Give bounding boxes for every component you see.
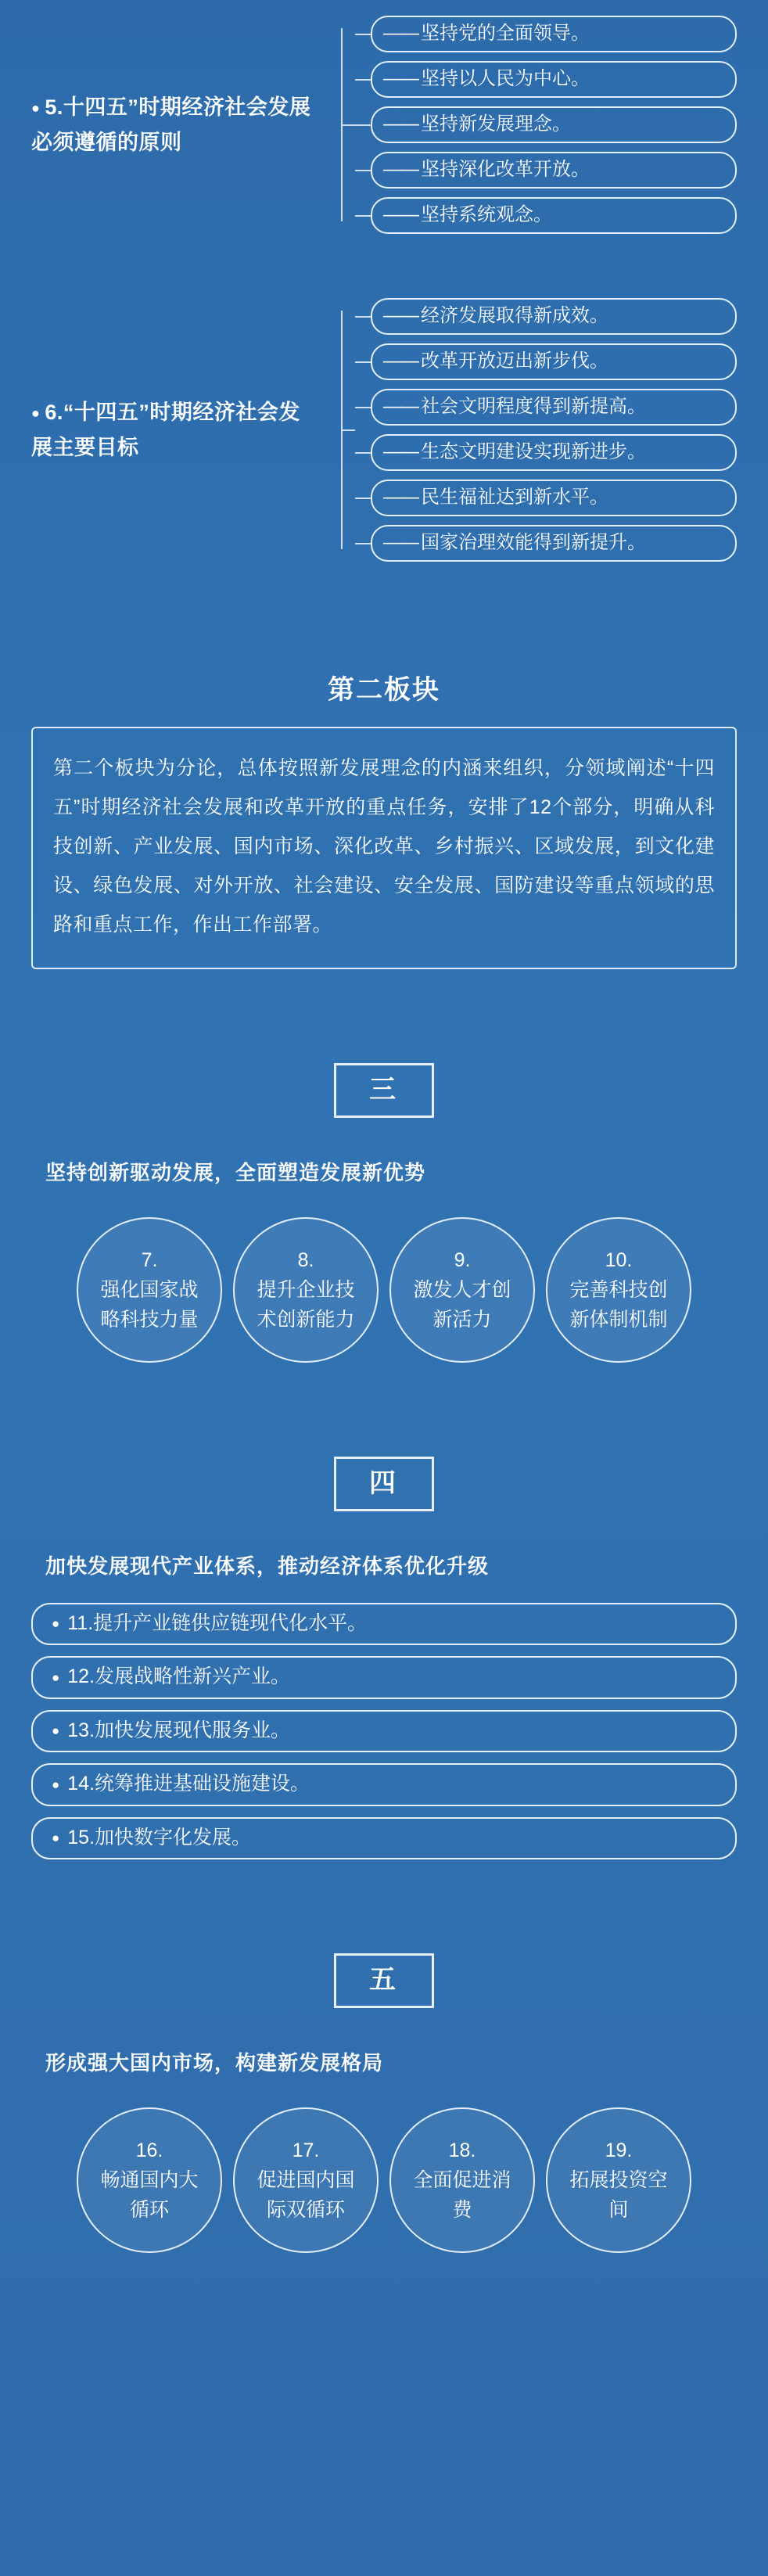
circle-number: 7. <box>141 1249 158 1271</box>
bullet-icon: ● <box>31 100 41 117</box>
leaf-pill[interactable] <box>371 16 737 52</box>
tree-label-item-5 <box>31 90 328 160</box>
leaf-pill-label: 坚持新发展理念。 <box>421 113 571 135</box>
circle-item[interactable] <box>546 1217 691 1363</box>
bullet-label: 11.提升产业链供应链现代化水平。 <box>67 1612 368 1634</box>
leaf-connector-line <box>355 34 371 35</box>
bullet-icon: ● <box>52 1669 60 1685</box>
leaf-pill[interactable] <box>371 197 737 234</box>
circle-item[interactable] <box>77 2107 222 2253</box>
leaf-connector-line <box>355 124 371 126</box>
bullet-icon: ● <box>52 1616 60 1632</box>
circle-label: 畅通国内大循环 <box>100 2168 199 2221</box>
spacer <box>0 1186 768 1217</box>
bullet-item[interactable] <box>31 1763 737 1805</box>
tree-label-item-6 <box>31 395 328 465</box>
brace-connector <box>328 293 355 566</box>
tree-leaf-row <box>355 298 737 335</box>
bullet-icon: ● <box>31 405 41 422</box>
dash-icon: —— <box>383 305 418 326</box>
bullet-label: 12.发展战略性新兴产业。 <box>67 1665 291 1688</box>
tree-leaf-row <box>355 152 737 189</box>
board-title: 第二板块 <box>328 675 440 705</box>
leaf-pill-label: 改革开放迈出新步伐。 <box>421 350 608 372</box>
circle-number: 8. <box>297 1249 314 1271</box>
tree-leaf-row <box>355 197 737 234</box>
tree-leaf-row <box>355 434 737 471</box>
spacer <box>0 1859 768 1930</box>
spacer <box>0 637 768 668</box>
bullet-icon: ● <box>52 1830 60 1845</box>
leaf-pill-label: 国家治理效能得到新提升。 <box>421 532 646 553</box>
section-heading-five: 形成强大国内市场，构建新发展格局 <box>45 2050 384 2075</box>
leaf-connector-line <box>355 498 371 499</box>
leaf-pill[interactable] <box>371 525 737 562</box>
circle-number: 9. <box>454 1249 471 1271</box>
brace-connector <box>328 11 355 239</box>
circle-number: 19. <box>605 2139 633 2161</box>
circle-item[interactable] <box>546 2107 691 2253</box>
tree-label-text: 5.十四五”时期经济社会发展必须遵循的原则 <box>31 95 311 155</box>
bullet-item[interactable] <box>31 1817 737 1859</box>
circle-item[interactable] <box>233 1217 379 1363</box>
spacer <box>0 566 768 637</box>
leaf-connector-line <box>355 79 371 81</box>
circle-number: 16. <box>135 2139 163 2161</box>
tree-leaf-row <box>355 480 737 516</box>
bullet-label: 14.统筹推进基础设施建设。 <box>67 1773 310 1795</box>
tree-leaf-row <box>355 106 737 143</box>
section-number-wrap-three <box>0 1063 768 1118</box>
dash-icon: —— <box>383 487 418 508</box>
dash-icon: —— <box>383 350 418 372</box>
leaf-pill-label: 民生福祉达到新水平。 <box>421 487 608 508</box>
tree-leaf-row <box>355 61 737 98</box>
dash-icon: —— <box>383 204 418 225</box>
circle-item[interactable] <box>77 1217 222 1363</box>
spacer <box>0 1579 768 1603</box>
spacer <box>0 2076 768 2107</box>
bullet-label: 13.加快发展现代服务业。 <box>67 1719 291 1741</box>
leaf-pill-label: 坚持以人民为中心。 <box>421 68 590 89</box>
leaf-connector-line <box>355 316 371 318</box>
bullet-list-four <box>0 1603 768 1859</box>
spacer <box>0 0 768 11</box>
circle-number: 17. <box>292 2139 320 2161</box>
circle-row-three <box>0 1217 768 1363</box>
circle-label: 促进国内国际双循环 <box>257 2168 355 2221</box>
spacer <box>0 1040 768 1063</box>
leaf-connector-line <box>355 452 371 454</box>
spacer <box>0 1118 768 1157</box>
section-number-wrap-four <box>0 1457 768 1511</box>
leaf-pill-label: 坚持系统观念。 <box>421 204 552 225</box>
leaf-pill[interactable] <box>371 389 737 426</box>
section-number-wrap-five <box>0 1953 768 2008</box>
circle-item[interactable] <box>389 1217 535 1363</box>
leaf-connector-line <box>355 215 371 217</box>
section-heading-three: 坚持创新驱动发展，全面塑造发展新优势 <box>45 1161 426 1184</box>
spacer <box>0 1363 768 1433</box>
circle-label: 完善科技创新体制机制 <box>569 1279 668 1331</box>
tree-section-item-6 <box>0 293 768 566</box>
section-number-three: 三 <box>334 1063 434 1118</box>
dash-icon: —— <box>383 113 418 135</box>
circle-label: 拓展投资空间 <box>569 2168 668 2221</box>
circle-number: 10. <box>605 1249 633 1271</box>
leaf-pill-label: 生态文明建设实现新进步。 <box>421 441 646 462</box>
leaf-connector-line <box>355 170 371 171</box>
circle-label: 全面促进消费 <box>413 2168 511 2221</box>
spacer <box>0 2253 768 2284</box>
leaf-connector-line <box>355 407 371 408</box>
circle-row-five <box>0 2107 768 2253</box>
dash-icon: —— <box>383 441 418 462</box>
dash-icon: —— <box>383 532 418 553</box>
circle-label: 提升企业技术创新能力 <box>257 1279 355 1331</box>
dash-icon: —— <box>383 23 418 44</box>
bullet-icon: ● <box>52 1723 60 1739</box>
leaf-connector-line <box>355 361 371 363</box>
board-paragraph-text: 第二个板块为分论，总体按照新发展理念的内涵来组织，分领域阐述“十四五”时期经济社会发展和改革开放的重点任务，安排了12个部分，明确从科技创新、产业发展、国内市场、深化改革、乡村振兴、区域发展，到文化建设、绿色发展、对外开放、社会建设、安全发展、国防建设等重点领域的思路和重点工作，作出工作部署。 <box>53 757 715 936</box>
leaf-pill-label: 坚持党的全面领导。 <box>421 23 590 44</box>
circle-label: 激发人才创新活力 <box>413 1279 511 1331</box>
bullet-item[interactable] <box>31 1656 737 1698</box>
circle-item[interactable] <box>389 2107 535 2253</box>
leaf-pill[interactable] <box>371 61 737 98</box>
bullet-item[interactable] <box>31 1710 737 1752</box>
tree-leaf-row <box>355 525 737 562</box>
spacer <box>0 1433 768 1457</box>
tree-leaves-item-5 <box>355 11 737 239</box>
tree-leaf-row <box>355 389 737 426</box>
spacer <box>0 1930 768 1953</box>
leaf-pill-label: 经济发展取得新成效。 <box>421 305 608 326</box>
leaf-pill[interactable] <box>371 434 737 471</box>
section-number-four: 四 <box>334 1457 434 1511</box>
spacer <box>0 239 768 293</box>
circle-label: 强化国家战略科技力量 <box>100 1279 199 1331</box>
bullet-item[interactable] <box>31 1603 737 1645</box>
leaf-pill[interactable] <box>371 343 737 380</box>
leaf-pill-label: 社会文明程度得到新提高。 <box>421 396 646 417</box>
tree-leaf-row <box>355 343 737 380</box>
leaf-pill[interactable] <box>371 480 737 516</box>
bullet-label: 15.加快数字化发展。 <box>67 1826 252 1848</box>
tree-leaf-row <box>355 16 737 52</box>
tree-leaves-item-6 <box>355 293 737 566</box>
spacer <box>0 2008 768 2047</box>
leaf-pill-label: 坚持深化改革开放。 <box>421 159 590 180</box>
tree-section-item-5 <box>0 11 768 239</box>
circle-item[interactable] <box>233 2107 379 2253</box>
leaf-pill[interactable] <box>371 106 737 143</box>
leaf-connector-line <box>355 543 371 544</box>
leaf-pill[interactable] <box>371 152 737 189</box>
board-paragraph-card <box>31 727 737 969</box>
dash-icon: —— <box>383 68 418 89</box>
dash-icon: —— <box>383 159 418 180</box>
tree-label-text: 6.“十四五”时期经济社会发展主要目标 <box>31 400 300 460</box>
circle-number: 18. <box>448 2139 476 2161</box>
bullet-icon: ● <box>52 1777 60 1792</box>
section-number-five: 五 <box>334 1953 434 2008</box>
spacer <box>0 969 768 1040</box>
leaf-pill[interactable] <box>371 298 737 335</box>
section-heading-four: 加快发展现代产业体系，推动经济体系优化升级 <box>45 1554 490 1578</box>
spacer <box>0 1511 768 1550</box>
dash-icon: —— <box>383 396 418 417</box>
